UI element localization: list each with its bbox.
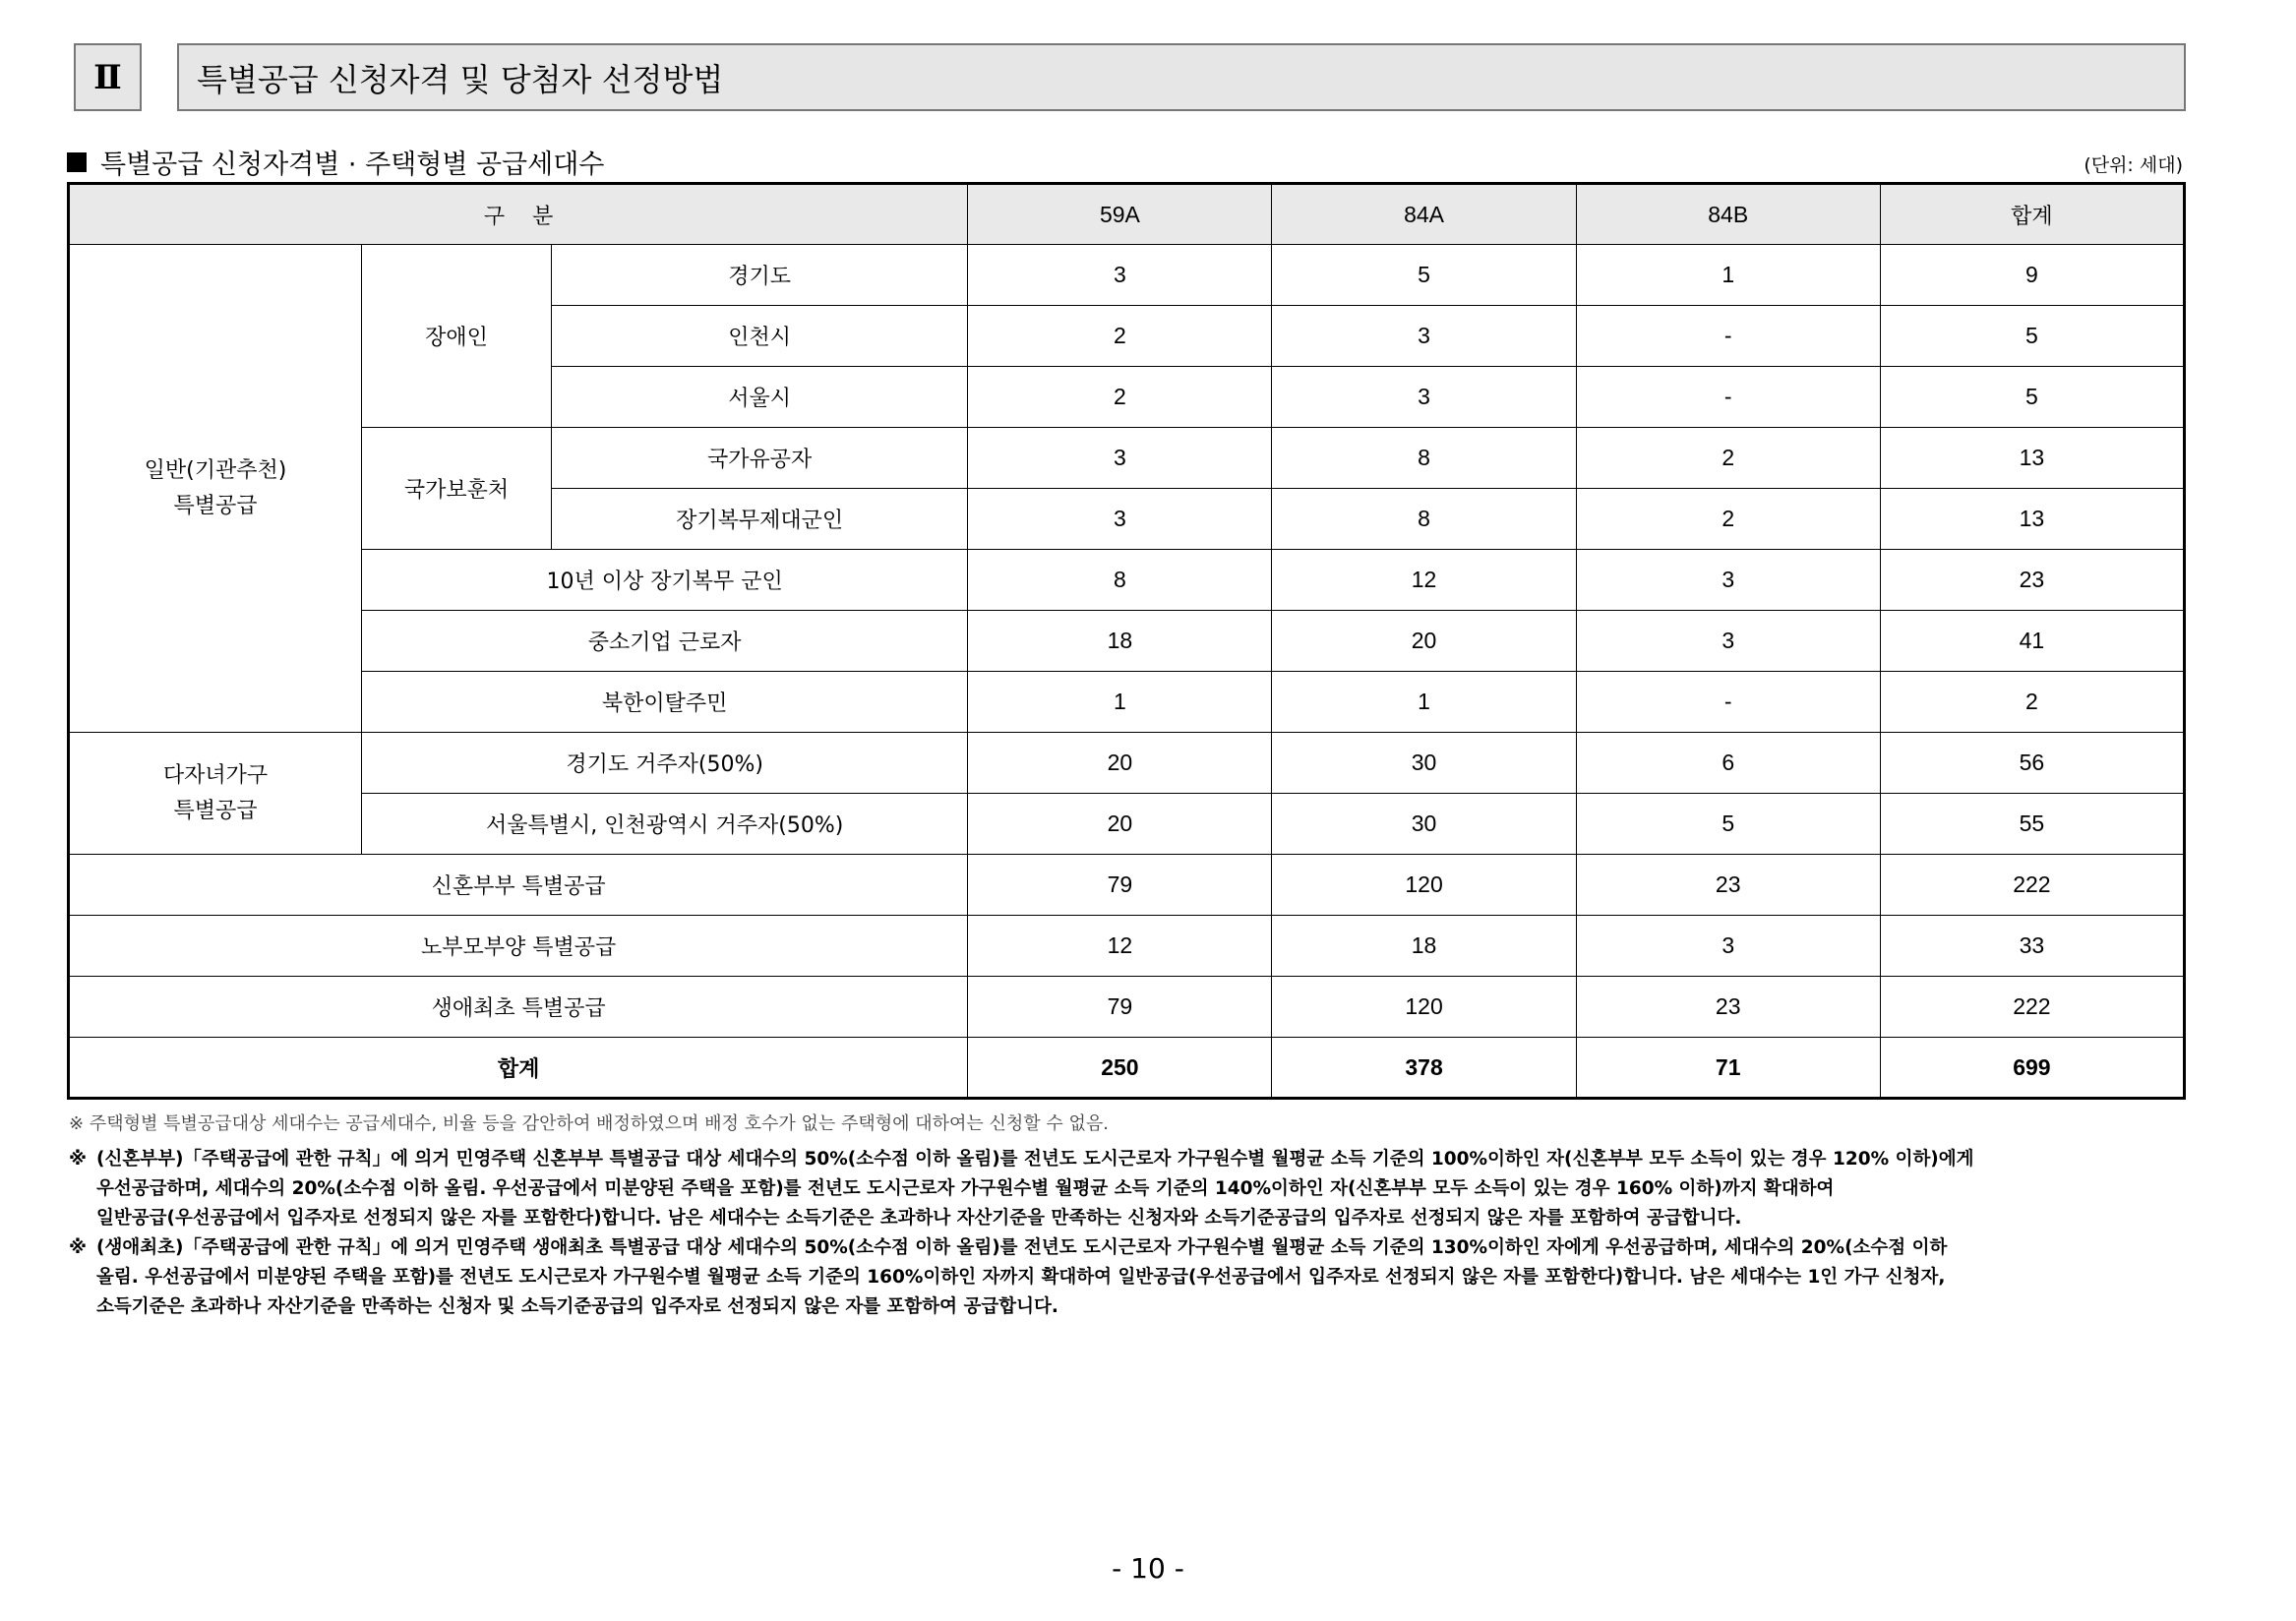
row-label: 서울시 <box>552 367 968 428</box>
cell-value: 1 <box>1576 245 1880 306</box>
cell-value: 56 <box>1880 733 2184 794</box>
table-total-row <box>69 1038 2185 1099</box>
cell-value: - <box>1576 367 1880 428</box>
cell-value: 79 <box>968 855 1272 916</box>
cell-value: 20 <box>968 733 1272 794</box>
table-heading <box>67 143 604 181</box>
cell-value: 120 <box>1272 855 1576 916</box>
cell-value: 3 <box>1576 550 1880 611</box>
cell-value: 23 <box>1576 855 1880 916</box>
reference-mark-icon: ※ <box>69 1149 87 1170</box>
cell-value: 2 <box>968 367 1272 428</box>
row-label: 인천시 <box>552 306 968 367</box>
row-label: 노부모부양 특별공급 <box>69 916 968 977</box>
footnote-line: (생애최초)「주택공급에 관한 규칙」에 의거 민영주택 생애최초 특별공급 대상 세대수의 50%(소수점 이하 올림)를 전년도 도시근로자 가구원수별 월평균 소득 기준의 130%이하인 자에게 우선공급하며, 세대수의 20%(소수점 이하 <box>96 1237 1948 1258</box>
row-label: 경기도 <box>552 245 968 306</box>
cell-value: 6 <box>1576 733 1880 794</box>
cell-value: - <box>1576 672 1880 733</box>
cell-value: 250 <box>968 1038 1272 1099</box>
cell-value: - <box>1576 306 1880 367</box>
cell-value: 71 <box>1576 1038 1880 1099</box>
header-category: 구 분 <box>69 184 968 245</box>
cell-value: 79 <box>968 977 1272 1038</box>
cell-value: 5 <box>1576 794 1880 855</box>
cell-value: 18 <box>1272 916 1576 977</box>
supply-table <box>67 182 2186 1100</box>
group-general: 일반(기관추천) 특별공급 <box>69 245 362 733</box>
cell-value: 55 <box>1880 794 2184 855</box>
cell-value: 9 <box>1880 245 2184 306</box>
table-row <box>69 916 2185 977</box>
cell-value: 18 <box>968 611 1272 672</box>
cell-value: 33 <box>1880 916 2184 977</box>
row-label: 10년 이상 장기복무 군인 <box>362 550 968 611</box>
footnote-allocation: ※ 주택형별 특별공급대상 세대수는 공급세대수, 비율 등을 감안하여 배정하였으며 배정 호수가 없는 주택형에 대하여는 신청할 수 없음. <box>69 1113 1110 1134</box>
footnote-first-home <box>69 1233 2194 1322</box>
cell-value: 3 <box>1576 916 1880 977</box>
cell-value: 5 <box>1880 367 2184 428</box>
page-number: - 10 - <box>1112 1552 1184 1585</box>
table-row <box>69 245 2185 306</box>
row-label: 서울특별시, 인천광역시 거주자(50%) <box>362 794 968 855</box>
footnote-line: 일반공급(우선공급에서 입주자로 선정되지 않은 자를 포함한다)합니다. 남은 세대수는 소득기준은 초과하나 자산기준을 만족하는 신청자와 소득기준공급의 입주자로 선정되지 않은 자를 포함하여 공급합니다. <box>96 1208 1742 1229</box>
cell-value: 13 <box>1880 428 2184 489</box>
cell-value: 120 <box>1272 977 1576 1038</box>
table-row <box>69 428 2185 489</box>
cell-value: 2 <box>1576 489 1880 550</box>
table-row <box>69 794 2185 855</box>
section-number-badge: Ⅱ <box>74 43 142 111</box>
cell-value: 378 <box>1272 1038 1576 1099</box>
footnote-newlywed <box>69 1145 2194 1233</box>
reference-mark-icon: ※ <box>69 1237 87 1258</box>
cell-value: 5 <box>1272 245 1576 306</box>
cell-value: 3 <box>1272 367 1576 428</box>
cell-value: 8 <box>968 550 1272 611</box>
supply-table-container <box>67 182 2186 1100</box>
group-veterans: 국가보훈처 <box>362 428 552 550</box>
cell-value: 699 <box>1880 1038 2184 1099</box>
row-label: 신혼부부 특별공급 <box>69 855 968 916</box>
cell-value: 3 <box>968 428 1272 489</box>
table-row <box>69 611 2185 672</box>
section-title: 특별공급 신청자격 및 당첨자 선정방법 <box>177 43 2186 111</box>
header-84a: 84A <box>1272 184 1576 245</box>
footnote-line: 올림. 우선공급에서 미분양된 주택을 포함)를 전년도 도시근로자 가구원수별 월평균 소득 기준의 160%이하인 자까지 확대하여 일반공급(우선공급에서 입주자로 선정되지 않은 자를 포함한다)합니다. 남은 세대수는 1인 가구 신청자, <box>96 1267 1946 1288</box>
row-label: 경기도 거주자(50%) <box>362 733 968 794</box>
cell-value: 30 <box>1272 733 1576 794</box>
cell-value: 2 <box>1880 672 2184 733</box>
footnote-first-home-text <box>96 1233 2194 1322</box>
header-total: 합계 <box>1880 184 2184 245</box>
table-row <box>69 977 2185 1038</box>
cell-value: 23 <box>1576 977 1880 1038</box>
cell-value: 2 <box>1576 428 1880 489</box>
table-row <box>69 855 2185 916</box>
row-label: 장기복무제대군인 <box>552 489 968 550</box>
cell-value: 41 <box>1880 611 2184 672</box>
header-84b: 84B <box>1576 184 1880 245</box>
square-bullet-icon <box>67 152 87 172</box>
cell-value: 12 <box>968 916 1272 977</box>
cell-value: 20 <box>1272 611 1576 672</box>
cell-value: 8 <box>1272 428 1576 489</box>
cell-value: 1 <box>968 672 1272 733</box>
unit-label: (단위: 세대) <box>2084 154 2183 176</box>
header-59a: 59A <box>968 184 1272 245</box>
footnotes <box>69 1110 2194 1322</box>
cell-value: 1 <box>1272 672 1576 733</box>
cell-value: 13 <box>1880 489 2184 550</box>
table-row <box>69 672 2185 733</box>
footnote-line: (신혼부부)「주택공급에 관한 규칙」에 의거 민영주택 신혼부부 특별공급 대상 세대수의 50%(소수점 이하 올림)를 전년도 도시근로자 가구원수별 월평균 소득 기준의 100%이하인 자(신혼부부 모두 소득이 있는 경우 120% 이하)에게 <box>96 1149 1974 1170</box>
footnote-line: 우선공급하며, 세대수의 20%(소수점 이하 올림. 우선공급에서 미분양된 주택을 포함)를 전년도 도시근로자 가구원수별 월평균 소득 기준의 140%이하인 자(신혼부부 모두 소득이 있는 경우 160% 이하)까지 확대하여 <box>96 1178 1835 1199</box>
cell-value: 8 <box>1272 489 1576 550</box>
footnote-line: 소득기준은 초과하나 자산기준을 만족하는 신청자 및 소득기준공급의 입주자로 선정되지 않은 자를 포함하여 공급합니다. <box>96 1296 1058 1317</box>
footnote-newlywed-text <box>96 1145 2194 1233</box>
cell-value: 2 <box>968 306 1272 367</box>
cell-value: 222 <box>1880 855 2184 916</box>
table-heading-text: 특별공급 신청자격별 · 주택형별 공급세대수 <box>100 150 605 180</box>
cell-value: 3 <box>1576 611 1880 672</box>
cell-value: 23 <box>1880 550 2184 611</box>
table-row <box>69 550 2185 611</box>
cell-value: 30 <box>1272 794 1576 855</box>
group-disabled: 장애인 <box>362 245 552 428</box>
row-label: 생애최초 특별공급 <box>69 977 968 1038</box>
cell-value: 222 <box>1880 977 2184 1038</box>
cell-value: 12 <box>1272 550 1576 611</box>
cell-value: 3 <box>1272 306 1576 367</box>
row-label: 합계 <box>69 1038 968 1099</box>
row-label: 북한이탈주민 <box>362 672 968 733</box>
table-header-row <box>69 184 2185 245</box>
table-row <box>69 733 2185 794</box>
group-multichild: 다자녀가구 특별공급 <box>69 733 362 855</box>
cell-value: 20 <box>968 794 1272 855</box>
cell-value: 3 <box>968 245 1272 306</box>
cell-value: 3 <box>968 489 1272 550</box>
row-label: 국가유공자 <box>552 428 968 489</box>
cell-value: 5 <box>1880 306 2184 367</box>
row-label: 중소기업 근로자 <box>362 611 968 672</box>
